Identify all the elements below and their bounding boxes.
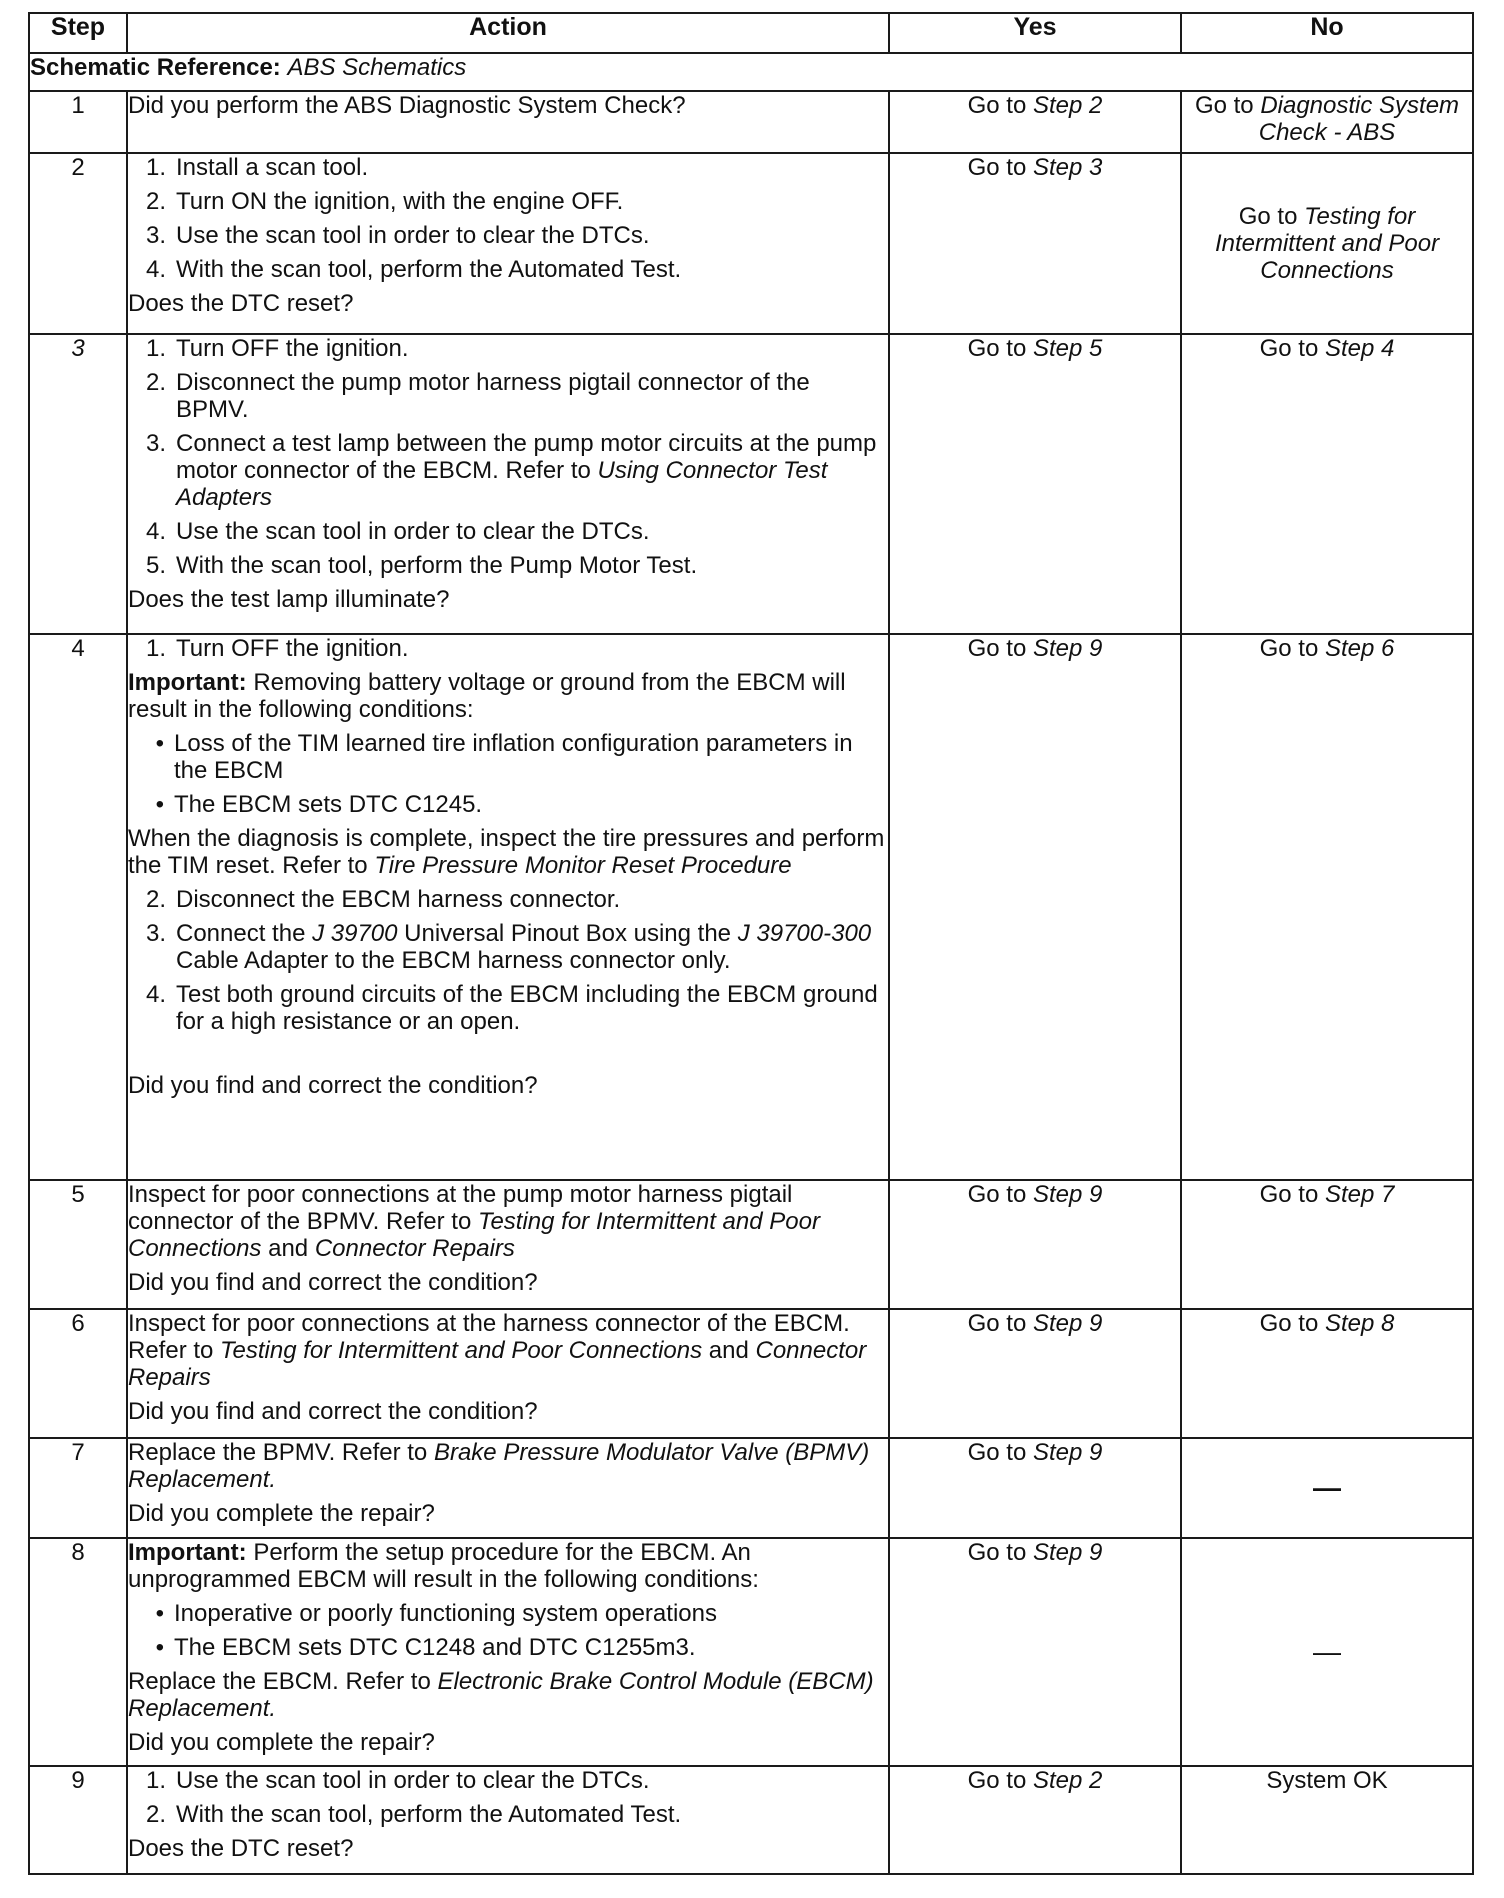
list-item: 5. With the scan tool, perform the Pump Motor Test. bbox=[145, 552, 698, 579]
no-cell bbox=[1181, 1538, 1473, 1766]
yes-link: Step 9 bbox=[1032, 1310, 1103, 1337]
table-row-step-6 bbox=[29, 1309, 1473, 1438]
diagnostic-table-document bbox=[28, 12, 1472, 1875]
yes-link: Step 9 bbox=[1032, 1181, 1103, 1208]
table-row-step-8 bbox=[29, 1538, 1473, 1766]
no-link: Testing for Intermittent and Poor Connections bbox=[1214, 203, 1440, 284]
table-row-step-1 bbox=[29, 91, 1473, 153]
yes-cell: Go to Step 9 bbox=[889, 1538, 1181, 1766]
bullet-item: • The EBCM sets DTC C1248 and DTC C1255m3. bbox=[155, 1634, 696, 1661]
no-cell bbox=[1181, 1438, 1473, 1538]
system-ok-text: System OK bbox=[1266, 1767, 1388, 1794]
schematic-label: Schematic Reference: bbox=[30, 54, 281, 81]
replace-note: Replace the EBCM. Refer to Electronic Brake Control Module (EBCM) Replacement. bbox=[128, 1668, 874, 1722]
action-cell bbox=[127, 1538, 889, 1766]
yes-link: Step 9 bbox=[1032, 1539, 1103, 1566]
no-cell: Go to Step 8 bbox=[1181, 1309, 1473, 1438]
header-yes: Yes bbox=[889, 13, 1181, 53]
list-item: 3. Connect a test lamp between the pump motor circuits at the pump motor connector of the EBCM. Refer to Using Connector Test Adapters bbox=[145, 430, 877, 511]
action-cell bbox=[127, 334, 889, 634]
header-step: Step bbox=[29, 13, 127, 53]
table-row-step-7 bbox=[29, 1438, 1473, 1538]
header-row bbox=[29, 13, 1473, 53]
reference-link: Brake Pressure Modulator Valve (BPMV) Replacement. bbox=[128, 1439, 870, 1493]
no-action-dash: — bbox=[1313, 1471, 1341, 1503]
diagnostic-table bbox=[28, 12, 1474, 1875]
reference-link: Connector Repairs bbox=[128, 1337, 867, 1391]
no-action-dash: — bbox=[1313, 1635, 1341, 1667]
reference-link: Electronic Brake Control Module (EBCM) Replacement. bbox=[128, 1668, 874, 1722]
list-item: 3. Connect the J 39700 Universal Pinout Box using the J 39700-300 Cable Adapter to the EBCM harness connector only. bbox=[145, 920, 872, 974]
yes-cell: Go to Step 9 bbox=[889, 1309, 1181, 1438]
tool-reference: J 39700-300 bbox=[737, 920, 872, 947]
list-item: 2. Turn ON the ignition, with the engine OFF. bbox=[145, 188, 624, 215]
reference-link: Testing for Intermittent and Poor Connections bbox=[128, 1208, 820, 1262]
table-row-step-3 bbox=[29, 334, 1473, 634]
question-text: Does the test lamp illuminate? bbox=[128, 586, 450, 613]
header-action: Action bbox=[127, 13, 889, 53]
list-item: 2. With the scan tool, perform the Automated Test. bbox=[145, 1801, 682, 1828]
schematic-reference bbox=[29, 53, 1473, 91]
list-item: 4. Use the scan tool in order to clear the DTCs. bbox=[145, 518, 650, 545]
inspection-note: Inspect for poor connections at the harness connector of the EBCM. Refer to Testing for Intermittent and Poor Connections and Connector Repairs bbox=[128, 1310, 867, 1391]
header-no: No bbox=[1181, 13, 1473, 53]
reference-link: Using Connector Test Adapters bbox=[176, 457, 828, 511]
action-cell bbox=[127, 1180, 889, 1309]
list-item: 1. Turn OFF the ignition. bbox=[145, 635, 409, 662]
question-text: Did you find and correct the condition? bbox=[128, 1269, 538, 1296]
bullet-item: • Loss of the TIM learned tire inflation configuration parameters in the EBCM bbox=[155, 730, 853, 784]
action-cell bbox=[127, 1309, 889, 1438]
yes-cell: Go to Step 9 bbox=[889, 1180, 1181, 1309]
important-note: Important: Perform the setup procedure for the EBCM. An unprogrammed EBCM will result in the following conditions: bbox=[128, 1539, 759, 1593]
table-row-step-9 bbox=[29, 1766, 1473, 1874]
step-number: 7 bbox=[29, 1438, 127, 1538]
list-item: 4. Test both ground circuits of the EBCM including the EBCM ground for a high resistance or an open. bbox=[145, 981, 878, 1035]
question-text: Did you complete the repair? bbox=[128, 1500, 435, 1527]
no-cell bbox=[1181, 1766, 1473, 1874]
step-number: 4 bbox=[29, 634, 127, 1180]
tool-reference: J 39700 bbox=[312, 920, 398, 947]
reference-link: Connector Repairs bbox=[314, 1235, 515, 1262]
schematic-link: ABS Schematics bbox=[287, 54, 467, 81]
no-cell: Go to Testing for Intermittent and Poor Connections bbox=[1181, 153, 1473, 334]
list-item: 4. With the scan tool, perform the Automated Test. bbox=[145, 256, 682, 283]
yes-cell: Go to Step 2 bbox=[889, 1766, 1181, 1874]
step-number: 9 bbox=[29, 1766, 127, 1874]
yes-link: Step 9 bbox=[1032, 635, 1103, 662]
list-item: 2. Disconnect the pump motor harness pigtail connector of the BPMV. bbox=[145, 369, 810, 423]
action-cell bbox=[127, 1438, 889, 1538]
step-number: 5 bbox=[29, 1180, 127, 1309]
step-number: 6 bbox=[29, 1309, 127, 1438]
yes-link: Step 2 bbox=[1032, 92, 1103, 119]
schematic-row bbox=[29, 53, 1473, 91]
replace-note: Replace the BPMV. Refer to Brake Pressure Modulator Valve (BPMV) Replacement. bbox=[128, 1439, 870, 1493]
yes-link: Step 3 bbox=[1032, 154, 1103, 181]
list-item: 1. Use the scan tool in order to clear the DTCs. bbox=[145, 1767, 650, 1794]
yes-link: Step 2 bbox=[1032, 1767, 1103, 1794]
inspection-note: Inspect for poor connections at the pump motor harness pigtail connector of the BPMV. Refer to Testing for Intermittent and Poor Connections and Connector Repairs bbox=[128, 1181, 820, 1262]
list-item: 3. Use the scan tool in order to clear the DTCs. bbox=[145, 222, 650, 249]
action-cell bbox=[127, 1766, 889, 1874]
question-text: Did you find and correct the condition? bbox=[128, 1072, 538, 1099]
yes-cell: Go to Step 9 bbox=[889, 634, 1181, 1180]
no-link: Step 8 bbox=[1324, 1310, 1395, 1337]
action-cell bbox=[127, 634, 889, 1180]
question-text: Does the DTC reset? bbox=[128, 1835, 354, 1862]
yes-cell: Go to Step 5 bbox=[889, 334, 1181, 634]
question-text: Does the DTC reset? bbox=[128, 290, 354, 317]
question-text: Did you perform the ABS Diagnostic System Check? bbox=[128, 92, 686, 119]
procedure-note: When the diagnosis is complete, inspect the tire pressures and perform the TIM reset. Refer to Tire Pressure Monitor Reset Procedure bbox=[128, 825, 885, 879]
table-row-step-4 bbox=[29, 634, 1473, 1180]
yes-cell: Go to Step 9 bbox=[889, 1438, 1181, 1538]
no-cell: Go to Step 7 bbox=[1181, 1180, 1473, 1309]
step-number: 8 bbox=[29, 1538, 127, 1766]
step-number: 1 bbox=[29, 91, 127, 153]
list-item: 1. Turn OFF the ignition. bbox=[145, 335, 409, 362]
no-cell: Go to Step 6 bbox=[1181, 634, 1473, 1180]
step-number: 3 bbox=[29, 334, 127, 634]
question-text: Did you find and correct the condition? bbox=[128, 1398, 538, 1425]
list-item: 2. Disconnect the EBCM harness connector. bbox=[145, 886, 621, 913]
step-number: 2 bbox=[29, 153, 127, 334]
no-cell: Go to Step 4 bbox=[1181, 334, 1473, 634]
yes-cell: Go to Step 3 bbox=[889, 153, 1181, 334]
table-row-step-5 bbox=[29, 1180, 1473, 1309]
no-cell: Go to Diagnostic System Check - ABS bbox=[1181, 91, 1473, 153]
yes-link: Step 5 bbox=[1032, 335, 1103, 362]
bullet-item: • The EBCM sets DTC C1245. bbox=[155, 791, 483, 818]
reference-link: Testing for Intermittent and Poor Connections bbox=[220, 1337, 703, 1364]
yes-cell: Go to Step 2 bbox=[889, 91, 1181, 153]
reference-link: Tire Pressure Monitor Reset Procedure bbox=[374, 852, 792, 879]
no-link: Step 7 bbox=[1324, 1181, 1395, 1208]
yes-link: Step 9 bbox=[1032, 1439, 1103, 1466]
no-link: Step 6 bbox=[1324, 635, 1395, 662]
no-link: Step 4 bbox=[1324, 335, 1395, 362]
important-note: Important: Removing battery voltage or ground from the EBCM will result in the following conditions: bbox=[128, 669, 846, 723]
action-cell bbox=[127, 91, 889, 153]
bullet-item: • Inoperative or poorly functioning system operations bbox=[155, 1600, 717, 1627]
table-row-step-2 bbox=[29, 153, 1473, 334]
list-item: 1. Install a scan tool. bbox=[145, 154, 369, 181]
no-link: Diagnostic System Check - ABS bbox=[1258, 92, 1460, 146]
question-text: Did you complete the repair? bbox=[128, 1729, 435, 1756]
action-cell bbox=[127, 153, 889, 334]
